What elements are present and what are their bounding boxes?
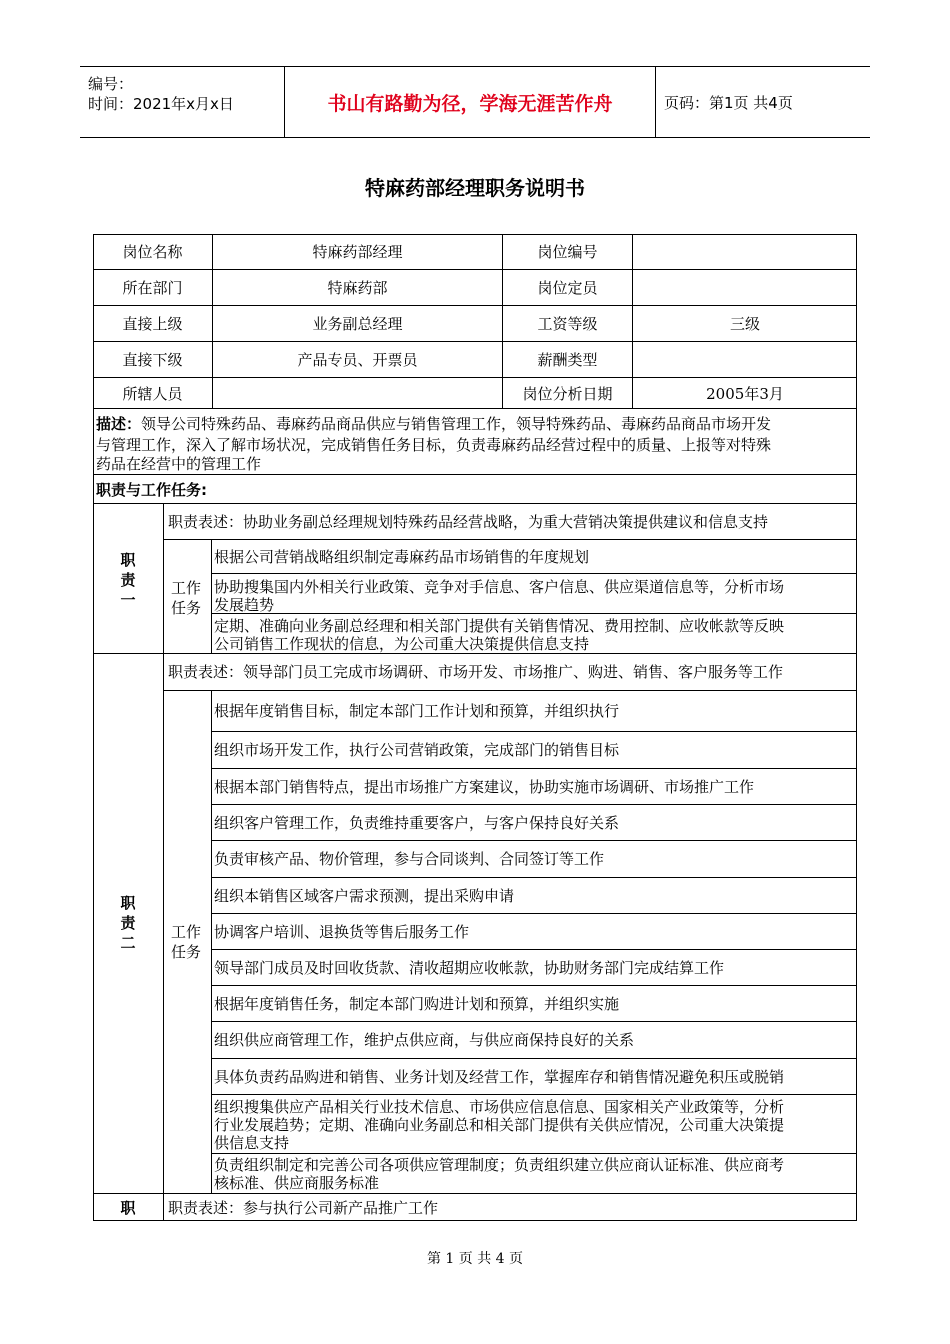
- grid-line: [163, 539, 857, 540]
- duty1-task-1: 根据公司营销战略组织制定毒麻药品市场销售的年度规划: [214, 548, 590, 566]
- duty2-task-13-l2: 核标准、供应商服务标准: [214, 1174, 380, 1192]
- label-analysis-date: 岗位分析日期: [522, 384, 613, 403]
- header-meta: [80, 67, 285, 137]
- grid-line: [93, 408, 857, 409]
- label-subordinates: 直接下级: [122, 351, 183, 369]
- duty2-task-1: 根据年度销售目标，制定本部门工作计划和预算，并组织执行: [214, 702, 620, 720]
- duty2-task-11: 具体负责药品购进和销售、业务计划及经营工作，掌握库存和销售情况避免积压或脱销: [214, 1068, 785, 1086]
- grid-line: [93, 503, 857, 504]
- value-analysis-date: 2005年3月: [706, 384, 784, 403]
- duty2-task-12-l3: 供信息支持: [214, 1134, 290, 1152]
- description-label: 描述：: [96, 415, 142, 433]
- duty3-label: 职: [120, 1199, 136, 1217]
- number-label: 编号：: [88, 75, 134, 93]
- duty2-label: 职责二: [120, 894, 136, 952]
- duty2-statement: 职责表述：领导部门员工完成市场调研、市场开发、市场推广、购进、销售、客户服务等工作: [168, 663, 784, 681]
- duty2-task-12-l1: 组织搜集供应产品相关行业技术信息、市场供应信息信息、国家相关产业政策等，分析: [214, 1098, 785, 1116]
- page-label: 页码：第1页 共4页: [664, 93, 793, 112]
- document-title: 特麻药部经理职务说明书: [365, 176, 585, 200]
- time-label: 时间：2021年x月x日: [88, 95, 234, 113]
- duty2-task-5: 负责审核产品、物价管理，参与合同谈判、合同签订等工作: [214, 850, 605, 868]
- duty2-task-7: 协调客户培训、退换货等售后服务工作: [214, 923, 470, 941]
- duty2-task-9: 根据年度销售任务，制定本部门购进计划和预算，并组织实施: [214, 995, 620, 1013]
- grid-line: [211, 613, 857, 614]
- grid-line: [211, 731, 857, 732]
- value-staff: [213, 378, 502, 408]
- grid-line: [211, 1058, 857, 1059]
- duty2-task-6: 组织本销售区域客户需求预测，提出采购申请: [214, 887, 515, 905]
- page-footer: 第 1 页 共 4 页: [426, 1251, 524, 1267]
- grid-line: [211, 1021, 857, 1022]
- grid-line: [93, 653, 857, 654]
- label-position-no: 岗位编号: [537, 243, 598, 261]
- duty1-label: 职责一: [120, 551, 136, 609]
- duty2-task-label: 工作任务: [171, 923, 202, 961]
- label-staff: 所辖人员: [122, 384, 183, 403]
- grid-line: [163, 503, 164, 1221]
- grid-line: [211, 804, 857, 805]
- grid-line: [211, 840, 857, 841]
- value-position-name: 特麻药部经理: [312, 243, 403, 261]
- duty2-task-10: 组织供应商管理工作，维护点供应商，与供应商保持良好的关系: [214, 1031, 635, 1049]
- grid-line: [211, 1094, 857, 1095]
- description-line-3: 药品在经营中的管理工作: [96, 455, 262, 473]
- duty1-task-3-l1: 定期、准确向业务副总经理和相关部门提供有关销售情况、费用控制、应收帐款等反映: [214, 617, 785, 635]
- duty2-task-3: 根据本部门销售特点，提出市场推广方案建议，协助实施市场调研、市场推广工作: [214, 778, 755, 796]
- label-supervisor: 直接上级: [122, 315, 183, 333]
- grid-line: [211, 949, 857, 950]
- value-department: 特麻药部: [327, 279, 388, 297]
- label-position-name: 岗位名称: [122, 243, 183, 261]
- duty2-task-12-l2: 行业发展趋势；定期、准确向业务副总和相关部门提供有关供应情况，公司重大决策提: [214, 1116, 785, 1134]
- grid-line: [163, 690, 857, 691]
- value-position-no: [633, 234, 857, 269]
- duty1-task-2-l2: 发展趋势: [214, 596, 275, 614]
- grid-line: [93, 474, 857, 475]
- value-headcount: [633, 270, 857, 305]
- description-line-1: [96, 415, 771, 433]
- grid-line: [211, 690, 212, 1193]
- duty1-task-label: 工作任务: [171, 579, 202, 617]
- duty3-statement: 职责表述：参与执行公司新产品推广工作: [168, 1199, 439, 1217]
- grid-line: [211, 913, 857, 914]
- label-salary-grade: 工资等级: [537, 315, 598, 333]
- duties-heading: 职责与工作任务:: [96, 481, 207, 499]
- label-pay-type: 薪酬类型: [537, 351, 598, 369]
- motto: 书山有路勤为径，学海无涯苦作舟: [285, 67, 656, 137]
- grid-line: [211, 877, 857, 878]
- duty1-task-2-l1: 协助搜集国内外相关行业政策、竞争对手信息、客户信息、供应渠道信息等，分析市场: [214, 578, 785, 596]
- page-header: [80, 66, 870, 138]
- grid-line: [93, 1193, 857, 1194]
- label-department: 所在部门: [122, 279, 183, 297]
- grid-line: [211, 539, 212, 653]
- duty2-task-4: 组织客户管理工作，负责维持重要客户，与客户保持良好关系: [214, 814, 620, 832]
- description-line-2: 与管理工作，深入了解市场状况，完成销售任务目标，负责毒麻药品经营过程中的质量、上报等对特殊: [96, 436, 772, 454]
- duty1-statement: 职责表述：协助业务副总经理规划特殊药品经营战略，为重大营销决策提供建议和信息支持: [168, 513, 769, 531]
- grid-line: [211, 768, 857, 769]
- duty2-task-8: 领导部门成员及时回收货款、清收超期应收帐款，协助财务部门完成结算工作: [214, 959, 725, 977]
- label-headcount: 岗位定员: [537, 279, 598, 297]
- value-pay-type: [633, 342, 857, 377]
- grid-line: [211, 1153, 857, 1154]
- duty1-task-3-l2: 公司销售工作现状的信息，为公司重大决策提供信息支持: [214, 635, 590, 653]
- grid-line: [211, 573, 857, 574]
- value-salary-grade: 三级: [729, 315, 760, 333]
- description-text-1: 领导公司特殊药品、毒麻药品商品供应与销售管理工作，领导特殊药品、毒麻药品商品市场开发: [141, 415, 772, 433]
- value-supervisor: 业务副总经理: [312, 315, 403, 333]
- duty2-task-13-l1: 负责组织制定和完善公司各项供应管理制度；负责组织建立供应商认证标准、供应商考: [214, 1156, 785, 1174]
- value-subordinates: 产品专员、开票员: [297, 351, 418, 369]
- duty2-task-2: 组织市场开发工作，执行公司营销政策，完成部门的销售目标: [214, 741, 620, 759]
- grid-line: [211, 985, 857, 986]
